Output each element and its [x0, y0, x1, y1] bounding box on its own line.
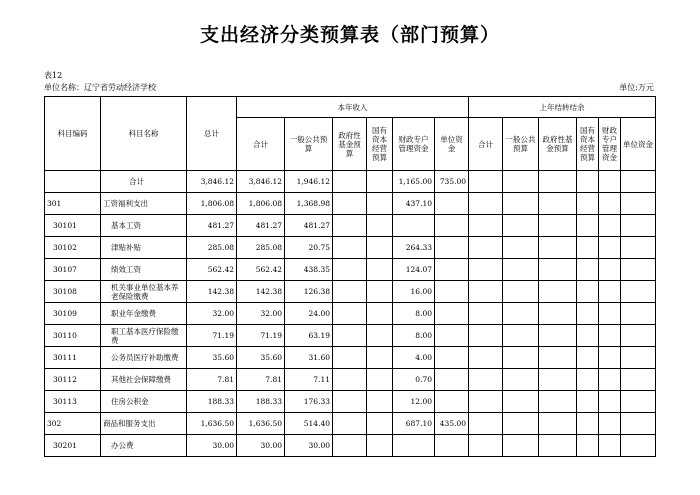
cell-carryover	[621, 193, 656, 215]
cell-unit-funds	[435, 325, 469, 347]
cell-gov-fund	[333, 347, 367, 369]
cell-name: 职业年金缴费	[101, 303, 187, 325]
cell-carryover	[503, 435, 539, 457]
cell-gov-fund	[333, 281, 367, 303]
table-number: 表12	[44, 71, 63, 80]
cell-fiscal-special	[393, 435, 435, 457]
cell-state-capital	[367, 369, 393, 391]
cell-general: 24.00	[285, 303, 333, 325]
table-row	[45, 347, 656, 369]
cell-carryover	[469, 435, 503, 457]
cell-gov-fund	[333, 391, 367, 413]
header-carryover-gov-fund: 政府性基金预算	[539, 118, 577, 171]
cell-carryover	[469, 259, 503, 281]
cell-subtotal: 1,636.50	[237, 413, 285, 435]
cell-unit-funds	[435, 391, 469, 413]
cell-unit-funds: 735.00	[435, 171, 469, 193]
cell-carryover	[599, 369, 621, 391]
cell-state-capital	[367, 303, 393, 325]
cell-carryover	[621, 215, 656, 237]
cell-carryover	[503, 259, 539, 281]
cell-carryover	[503, 171, 539, 193]
cell-carryover	[577, 215, 599, 237]
cell-code: 30111	[45, 347, 101, 369]
cell-fiscal-special	[393, 215, 435, 237]
header-state-capital: 国有资本经营预算	[367, 118, 393, 171]
cell-name: 商品和服务支出	[101, 413, 187, 435]
cell-carryover	[503, 391, 539, 413]
cell-total: 562.42	[187, 259, 237, 281]
cell-subtotal: 3,846.12	[237, 171, 285, 193]
cell-carryover	[469, 413, 503, 435]
cell-name: 基本工资	[101, 215, 187, 237]
cell-carryover	[621, 325, 656, 347]
cell-carryover	[503, 303, 539, 325]
cell-total: 71.19	[187, 325, 237, 347]
cell-carryover	[539, 171, 577, 193]
cell-general: 31.60	[285, 347, 333, 369]
cell-total: 285.08	[187, 237, 237, 259]
cell-name: 公务员医疗补助缴费	[101, 347, 187, 369]
cell-carryover	[539, 413, 577, 435]
cell-unit-funds	[435, 369, 469, 391]
cell-fiscal-special: 16.00	[393, 281, 435, 303]
cell-carryover	[599, 259, 621, 281]
cell-name: 绩效工资	[101, 259, 187, 281]
cell-code: 30201	[45, 435, 101, 457]
cell-subtotal: 32.00	[237, 303, 285, 325]
cell-state-capital	[367, 281, 393, 303]
cell-state-capital	[367, 413, 393, 435]
cell-subtotal: 285.08	[237, 237, 285, 259]
header-name: 科目名称	[101, 97, 187, 171]
cell-fiscal-special: 437.10	[393, 193, 435, 215]
cell-state-capital	[367, 347, 393, 369]
cell-carryover	[599, 391, 621, 413]
cell-carryover	[469, 193, 503, 215]
cell-gov-fund	[333, 369, 367, 391]
table-row	[45, 391, 656, 413]
cell-code: 30113	[45, 391, 101, 413]
cell-carryover	[539, 193, 577, 215]
cell-carryover	[599, 435, 621, 457]
cell-carryover	[469, 391, 503, 413]
page-title: 支出经济分类预算表（部门预算）	[199, 24, 500, 46]
cell-carryover	[577, 193, 599, 215]
cell-carryover	[621, 391, 656, 413]
cell-fiscal-special: 0.70	[393, 369, 435, 391]
cell-carryover	[469, 237, 503, 259]
cell-total: 30.00	[187, 435, 237, 457]
header-carryover-general: 一般公共预算	[503, 118, 539, 171]
header-total: 总计	[187, 97, 237, 171]
cell-total: 481.27	[187, 215, 237, 237]
cell-gov-fund	[333, 325, 367, 347]
cell-subtotal: 7.81	[237, 369, 285, 391]
cell-carryover	[503, 237, 539, 259]
cell-code: 30110	[45, 325, 101, 347]
cell-carryover	[539, 259, 577, 281]
cell-carryover	[599, 171, 621, 193]
cell-fiscal-special: 1,165.00	[393, 171, 435, 193]
cell-carryover	[539, 325, 577, 347]
cell-carryover	[469, 347, 503, 369]
header-carryover-fiscal-special: 财政专户管理资金	[599, 118, 621, 171]
cell-total: 1,636.50	[187, 413, 237, 435]
cell-carryover	[539, 369, 577, 391]
cell-general: 514.40	[285, 413, 333, 435]
cell-subtotal: 562.42	[237, 259, 285, 281]
cell-carryover	[577, 347, 599, 369]
cell-carryover	[621, 259, 656, 281]
cell-fiscal-special: 124.07	[393, 259, 435, 281]
cell-carryover	[577, 391, 599, 413]
cell-carryover	[599, 303, 621, 325]
cell-code: 30109	[45, 303, 101, 325]
cell-carryover	[539, 391, 577, 413]
cell-carryover	[469, 281, 503, 303]
cell-carryover	[469, 215, 503, 237]
cell-total: 7.81	[187, 369, 237, 391]
cell-carryover	[599, 215, 621, 237]
cell-carryover	[469, 171, 503, 193]
cell-subtotal: 35.60	[237, 347, 285, 369]
cell-total: 3,846.12	[187, 171, 237, 193]
cell-code: 30101	[45, 215, 101, 237]
cell-unit-funds: 435.00	[435, 413, 469, 435]
cell-name: 其他社会保障缴费	[101, 369, 187, 391]
cell-carryover	[539, 237, 577, 259]
budget-table	[44, 96, 656, 457]
table-row	[45, 237, 656, 259]
cell-state-capital	[367, 435, 393, 457]
cell-gov-fund	[333, 237, 367, 259]
cell-gov-fund	[333, 215, 367, 237]
table-row	[45, 281, 656, 303]
cell-state-capital	[367, 259, 393, 281]
cell-carryover	[599, 237, 621, 259]
cell-subtotal: 481.27	[237, 215, 285, 237]
header-carryover-state-capital: 国有资本经营预算	[577, 118, 599, 171]
cell-carryover	[599, 325, 621, 347]
cell-total: 142.38	[187, 281, 237, 303]
header-carryover: 上年结转结余	[469, 97, 656, 118]
header-fiscal-special: 财政专户管理资金	[393, 118, 435, 171]
table-row	[45, 325, 656, 347]
cell-code: 30108	[45, 281, 101, 303]
unit-name: 单位名称：辽宁省劳动经济学校	[44, 83, 156, 92]
cell-unit-funds	[435, 281, 469, 303]
cell-unit-funds	[435, 237, 469, 259]
cell-gov-fund	[333, 259, 367, 281]
cell-general: 126.38	[285, 281, 333, 303]
cell-unit-funds	[435, 193, 469, 215]
cell-name: 合计	[101, 171, 187, 193]
table-row	[45, 193, 656, 215]
cell-subtotal: 188.33	[237, 391, 285, 413]
header-carryover-unit-funds: 单位资金	[621, 118, 656, 171]
cell-carryover	[621, 369, 656, 391]
header-unit-funds: 单位资金	[435, 118, 469, 171]
cell-carryover	[599, 347, 621, 369]
cell-general: 20.75	[285, 237, 333, 259]
cell-name: 住房公积金	[101, 391, 187, 413]
cell-carryover	[503, 325, 539, 347]
cell-carryover	[599, 193, 621, 215]
cell-carryover	[469, 325, 503, 347]
cell-gov-fund	[333, 435, 367, 457]
cell-carryover	[621, 171, 656, 193]
cell-code: 302	[45, 413, 101, 435]
cell-subtotal: 71.19	[237, 325, 285, 347]
cell-subtotal: 1,806.08	[237, 193, 285, 215]
cell-total: 32.00	[187, 303, 237, 325]
cell-fiscal-special: 264.33	[393, 237, 435, 259]
header-general-budget: 一般公共预算	[285, 118, 333, 171]
cell-total: 35.60	[187, 347, 237, 369]
cell-carryover	[539, 303, 577, 325]
cell-carryover	[539, 347, 577, 369]
cell-unit-funds	[435, 215, 469, 237]
cell-general: 1,946.12	[285, 171, 333, 193]
table-row	[45, 171, 656, 193]
cell-carryover	[577, 281, 599, 303]
cell-state-capital	[367, 325, 393, 347]
cell-carryover	[621, 435, 656, 457]
header-subtotal: 合计	[237, 118, 285, 171]
cell-general: 7.11	[285, 369, 333, 391]
header-row-1	[45, 97, 656, 118]
cell-carryover	[469, 303, 503, 325]
cell-carryover	[503, 347, 539, 369]
cell-unit-funds	[435, 347, 469, 369]
cell-gov-fund	[333, 303, 367, 325]
cell-general: 63.19	[285, 325, 333, 347]
cell-carryover	[577, 171, 599, 193]
cell-carryover	[621, 413, 656, 435]
cell-code: 30102	[45, 237, 101, 259]
cell-carryover	[599, 413, 621, 435]
cell-subtotal: 30.00	[237, 435, 285, 457]
cell-name: 办公费	[101, 435, 187, 457]
cell-carryover	[503, 413, 539, 435]
cell-carryover	[577, 435, 599, 457]
cell-carryover	[621, 303, 656, 325]
cell-state-capital	[367, 193, 393, 215]
cell-fiscal-special: 687.10	[393, 413, 435, 435]
cell-carryover	[621, 281, 656, 303]
cell-carryover	[503, 215, 539, 237]
cell-total: 1,806.08	[187, 193, 237, 215]
cell-fiscal-special: 8.00	[393, 303, 435, 325]
cell-code: 30107	[45, 259, 101, 281]
cell-carryover	[621, 237, 656, 259]
cell-carryover	[539, 215, 577, 237]
cell-code: 30112	[45, 369, 101, 391]
cell-code: 301	[45, 193, 101, 215]
table-row	[45, 303, 656, 325]
cell-gov-fund	[333, 171, 367, 193]
cell-general: 176.33	[285, 391, 333, 413]
header-gov-fund: 政府性基金预算	[333, 118, 367, 171]
cell-general: 438.35	[285, 259, 333, 281]
cell-state-capital	[367, 171, 393, 193]
cell-carryover	[577, 325, 599, 347]
cell-carryover	[621, 347, 656, 369]
cell-carryover	[577, 259, 599, 281]
cell-fiscal-special: 8.00	[393, 325, 435, 347]
header-code: 科目编码	[45, 97, 101, 171]
cell-fiscal-special: 12.00	[393, 391, 435, 413]
table-row	[45, 259, 656, 281]
cell-general: 481.27	[285, 215, 333, 237]
cell-general: 1,368.98	[285, 193, 333, 215]
cell-state-capital	[367, 215, 393, 237]
cell-name: 职工基本医疗保险缴费	[101, 325, 187, 347]
cell-carryover	[503, 193, 539, 215]
currency-unit: 单位:万元	[619, 83, 654, 92]
cell-carryover	[577, 413, 599, 435]
table-row	[45, 215, 656, 237]
cell-state-capital	[367, 391, 393, 413]
cell-carryover	[599, 281, 621, 303]
cell-name: 机关事业单位基本养老保险缴费	[101, 281, 187, 303]
cell-carryover	[539, 281, 577, 303]
cell-carryover	[503, 281, 539, 303]
cell-subtotal: 142.38	[237, 281, 285, 303]
cell-carryover	[539, 435, 577, 457]
cell-carryover	[577, 303, 599, 325]
cell-unit-funds	[435, 435, 469, 457]
cell-name: 工资福利支出	[101, 193, 187, 215]
cell-unit-funds	[435, 303, 469, 325]
table-row	[45, 413, 656, 435]
cell-fiscal-special: 4.00	[393, 347, 435, 369]
cell-general: 30.00	[285, 435, 333, 457]
cell-carryover	[577, 237, 599, 259]
cell-state-capital	[367, 237, 393, 259]
table-row	[45, 435, 656, 457]
cell-carryover	[503, 369, 539, 391]
header-current-year-income: 本年收入	[237, 97, 469, 118]
cell-name: 津贴补贴	[101, 237, 187, 259]
header-carryover-subtotal: 合计	[469, 118, 503, 171]
cell-code	[45, 171, 101, 193]
cell-gov-fund	[333, 193, 367, 215]
cell-unit-funds	[435, 259, 469, 281]
cell-carryover	[577, 369, 599, 391]
cell-carryover	[469, 369, 503, 391]
cell-total: 188.33	[187, 391, 237, 413]
table-row	[45, 369, 656, 391]
cell-gov-fund	[333, 413, 367, 435]
